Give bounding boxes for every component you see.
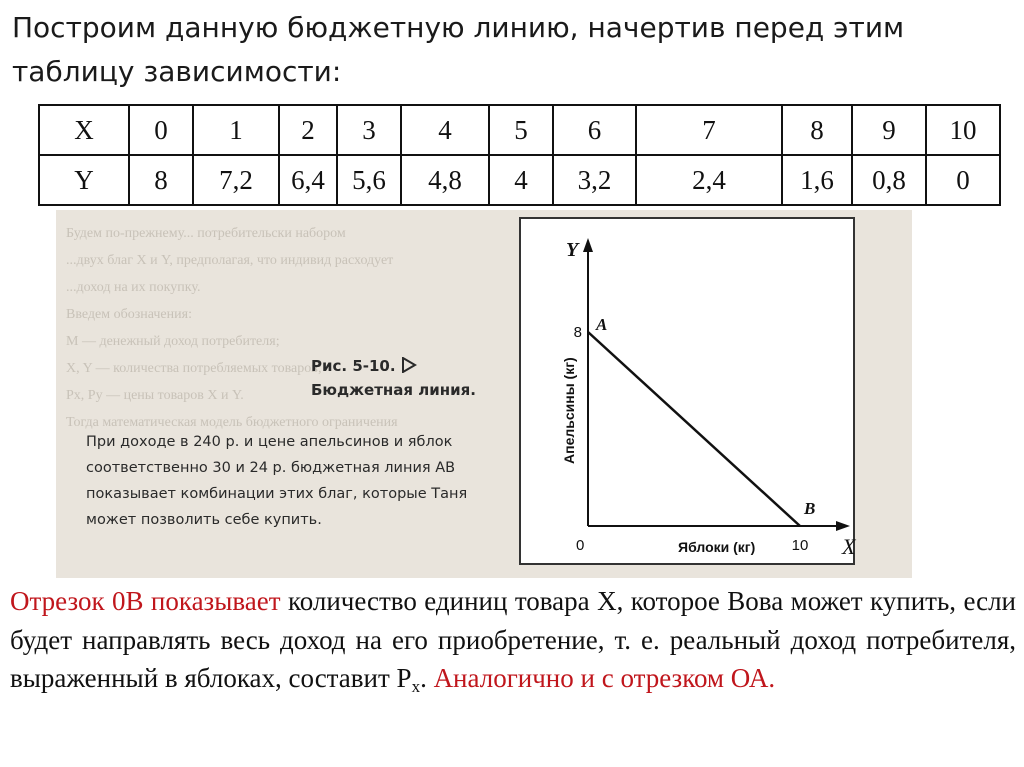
- table-cell: 4: [401, 105, 489, 155]
- table-cell: 3,2: [553, 155, 636, 205]
- row-label: X: [39, 105, 129, 155]
- point-label-b: B: [804, 499, 816, 518]
- body-text: количество единиц товара X, которое Вова может купить, если будет направлять весь доход на его приобретение, т. е. реальный доход потребителя, выраженный в яблоках, составит P: [10, 586, 1017, 693]
- background-line: Тогда математическая модель бюджетного ограничения: [66, 415, 398, 430]
- background-line: ...доход на их покупку.: [66, 280, 201, 295]
- table-cell: 7,2: [193, 155, 279, 205]
- table-cell: 8: [782, 105, 852, 155]
- y-tick-label: 8: [573, 324, 582, 341]
- table-cell: 2: [279, 105, 337, 155]
- budget-line-chart: [518, 216, 858, 570]
- background-text: [66, 220, 506, 436]
- table-cell: 7: [636, 105, 782, 155]
- y-axis-letter: Y: [566, 239, 579, 261]
- point-label-a: A: [596, 315, 608, 334]
- body-period: .: [420, 663, 427, 693]
- dependency-table: [38, 104, 1001, 206]
- table-cell: 1: [193, 105, 279, 155]
- table-cell: 3: [337, 105, 401, 155]
- background-line: ...двух благ X и Y, предполагая, что индивид расходует: [66, 253, 394, 268]
- table-cell: 2,4: [636, 155, 782, 205]
- background-line: X, Y — количества потребляемых товаров;: [66, 361, 322, 376]
- background-line: Введем обозначения:: [66, 307, 192, 322]
- row-label: Y: [39, 155, 129, 205]
- figure-description: При доходе в 240 р. и цене апельсинов и яблок соответственно 30 и 24 р. бюджетная линия AB показывает комбинации этих благ, которые Таня может позволить себе купить.: [86, 434, 468, 528]
- price-subscript: x: [411, 677, 421, 696]
- scanned-figure: [56, 210, 912, 578]
- table-cell: 0,8: [852, 155, 926, 205]
- table-cell: 8: [129, 155, 193, 205]
- background-line: Px, Py — цены товаров X и Y.: [66, 388, 244, 403]
- background-line: M — денежный доход потребителя;: [66, 334, 280, 349]
- table-cell: 0: [129, 105, 193, 155]
- table-cell: 0: [926, 155, 1000, 205]
- table-cell: 5: [489, 105, 553, 155]
- figure-title: Бюджетная линия.: [311, 381, 476, 399]
- figure-number: Рис. 5-10.: [311, 357, 396, 375]
- page-heading: Построим данную бюджетную линию, начертив перед этим таблицу зависимости:: [12, 11, 905, 88]
- red-intro: Отрезок 0В показывает: [10, 586, 281, 616]
- x-tick-label: 10: [791, 537, 809, 554]
- y-axis-label: Апельсины (кг): [561, 357, 577, 464]
- table-row-y: [39, 155, 1000, 205]
- table-cell: 5,6: [337, 155, 401, 205]
- explanation-paragraph: [10, 582, 1016, 707]
- table-cell: 4,8: [401, 155, 489, 205]
- table-cell: 9: [852, 105, 926, 155]
- table-cell: 4: [489, 155, 553, 205]
- x-axis-label: Яблоки (кг): [678, 539, 756, 555]
- table-row-x: [39, 105, 1000, 155]
- x-axis-letter: X: [842, 534, 856, 559]
- table-cell: 6: [553, 105, 636, 155]
- table-cell: 1,6: [782, 155, 852, 205]
- figure-caption: [311, 354, 541, 402]
- table-cell: 10: [926, 105, 1000, 155]
- triangle-right-icon: [401, 357, 417, 373]
- background-line: Будем по-прежнему... потребительски набором: [66, 226, 346, 241]
- table-cell: 6,4: [279, 155, 337, 205]
- origin-label: 0: [576, 537, 585, 554]
- red-outro: Аналогично и с отрезком ОА.: [426, 663, 776, 693]
